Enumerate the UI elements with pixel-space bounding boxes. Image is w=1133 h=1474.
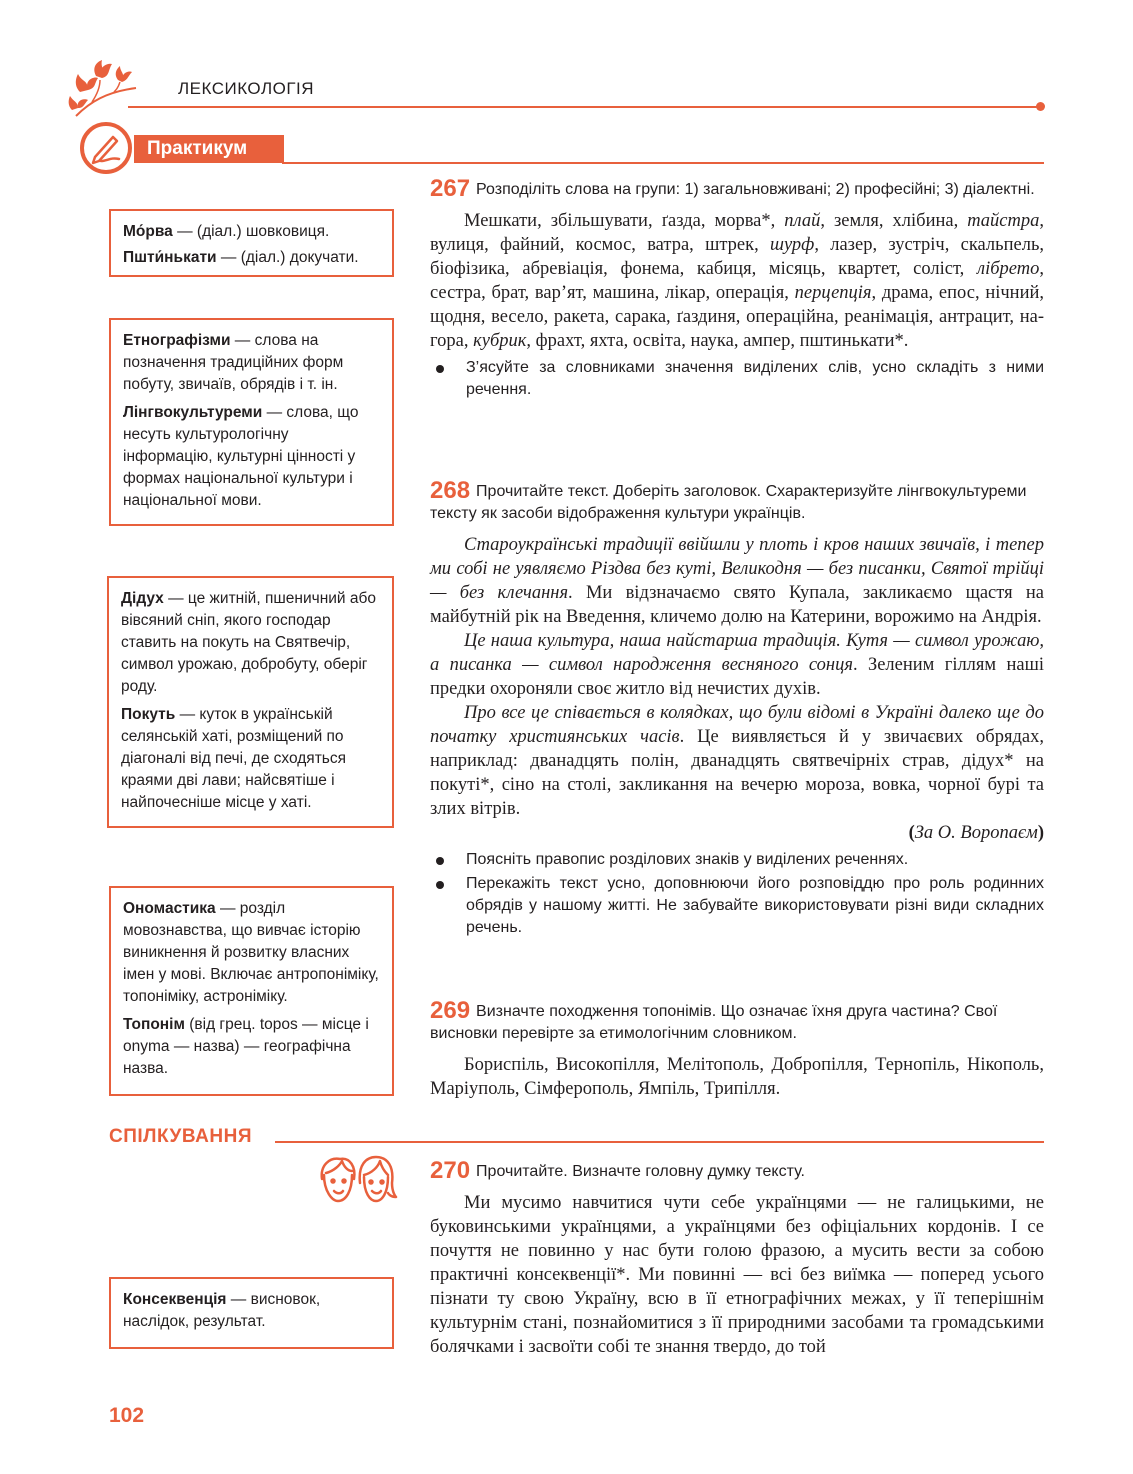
glossary-entry: Дідух — це житній, пшеничний або вівсяний сніп, якого господар ставить на покуть на Святвечір, символ урожаю, добробуту, оберіг роду. — [121, 590, 376, 695]
task-269-toponyms: Бориспіль, Високопілля, Мелітополь, Добропілля, Тернопіль, Нікополь, Маріуполь, Сімферополь, Ямпіль, Трипілля. — [430, 1055, 1044, 1099]
task-number: 268 — [430, 477, 471, 504]
glossary-box-4 — [109, 886, 394, 1096]
task-267-words: Мешкати, збільшувати, ґазда, морва*, плай, земля, хлібина, тайстра, вулиця, файний, космос, ватра, штрек, шурф, лазер, зустріч, скальпель, біофізика, абревіація, фонема, кабиця, місяць, квартет, соліст, лібрето, сестра, брат, вар’ят, машина, лікар, операція, перцепція, драма, епос, нічний, щодня, весело, ракета, сарака, ґаздиня, операційна, реанімація, антрацит, на-гора, кубрик, фрахт, яхта, освіта, наука, ампер, пштинькати*. — [430, 211, 1045, 351]
task-268-paragraph: Про все це співається в колядках, що були відомі в Україні далеко ще до початку християнських часів. Це виявляється й у звичаєвих обрядах, наприклад: дванадцять полін, дванадцять святвечірніх страв, дідух* на покуті*, сіно на столі, закликання на вечерю мороза, вовка, чорної бурі та злих вітрів. — [430, 703, 1044, 819]
task-270-text: Ми мусимо навчитися чути себе українцями — не галицькими, не буковинськими українцями, а українцями без офіціальних кордонів. І се почуття не повинно у нас бути голою фразою, а мусить вести за собою практичні консеквенції*. Ми повинні — всі без виїмка — поперед усього пізнати ту свою Україну, всю в її етнографічних межах, у її теперішнім культурнім стані, познайомитися з її природними засобами та громадськими болячками і засвоїти собі те знання твердо, до той — [430, 1193, 1044, 1357]
task-number: 267 — [430, 175, 471, 202]
glossary-entry: Топонім (від грец. topos — місце і onyma — назва) — географічна назва. — [123, 1016, 369, 1077]
practicum-rule — [282, 162, 1044, 164]
task-267 — [430, 175, 1045, 401]
list-item: Поясніть правопис розділових знаків у виділених реченнях. — [430, 849, 1044, 871]
glossary-box-3 — [107, 576, 394, 828]
section-title: ЛЕКСИКОЛОГІЯ — [178, 79, 315, 98]
task-268-bullets — [430, 849, 1044, 939]
glossary-entry: Лінгвокультуреми — слова, що несуть культурологічну інформацію, культурні цінності у формах національної культури і національної мови. — [123, 404, 359, 509]
glossary-entry: Мо́рва — (діал.) шовковиця. — [123, 223, 330, 240]
task-267-bullets — [430, 357, 1044, 401]
task-268-instruction: 268 Прочитайте текст. Доберіть заголовок. Схарактеризуйте лінгвокультуреми тексту як засоби відображення культури українців. — [430, 477, 1027, 522]
text-source: (За О. Воропаєм) — [908, 823, 1044, 843]
task-268-paragraph: Староукраїнські традиції ввійшли у плоть і кров наших звичаїв, і тепер ми собі не уявляємо Різдва без куті, Великодня — без писанки, Святої трійці — без клечання. Ми відзначаємо свято Купала, закликаємо щастя на майбутній рік на Введення, кличемо долю на Катерини, ворожимо на Андрія. — [430, 535, 1044, 627]
page-number: 102 — [109, 1404, 145, 1427]
glossary-box-1 — [109, 209, 394, 277]
list-item: Перекажіть текст усно, доповнюючи його розповіддю про роль родинних обрядів у нашому житті. Не забувайте використовувати різні види складних речень. — [430, 873, 1044, 939]
header-rule-dot — [1036, 102, 1045, 111]
glossary-entry: Пшти́нькати — (діал.) докучати. — [123, 249, 359, 266]
task-270-instruction: 270 Прочитайте. Визначте головну думку тексту. — [430, 1157, 805, 1184]
task-269-instruction: 269 Визначте походження топонімів. Що означає їхня друга частина? Свої висновки перевірте за етимологічним словником. — [430, 997, 998, 1042]
header-rule — [128, 106, 1040, 108]
glossary-box-5 — [109, 1277, 394, 1349]
glossary-entry: Етнографізми — слова на позначення традиційних форм побуту, звичаїв, обрядів і т. ін. — [123, 332, 344, 393]
two-faces-icon — [316, 1153, 398, 1205]
glossary-entry: Покуть — куток в українській селянській хаті, розміщений по діагоналі від печі, де сходяться краями дві лави; найсвятіше і найпочесніше місце у хаті. — [121, 706, 347, 811]
pencil-hand-icon — [79, 121, 133, 175]
glossary-entry: Консеквенція — висновок, наслідок, результат. — [123, 1291, 321, 1330]
task-267-instruction: 267 Розподіліть слова на групи: 1) загальновживані; 2) професійні; 3) діалектні. — [430, 175, 1035, 202]
flower-ornament-icon — [66, 58, 146, 118]
glossary-entry: Ономастика — розділ мовознавства, що вивчає історію виникнення й розвитку власних імен у мові. Включає антропоніміку, топоніміку, астроніміку. — [123, 900, 379, 1005]
list-item: З’ясуйте за словниками значення виділених слів, усно складіть з ними речення. — [430, 357, 1044, 401]
communication-heading: СПІЛКУВАННЯ — [109, 1126, 252, 1147]
task-268 — [430, 477, 1044, 939]
practicum-label: Практикум — [147, 138, 248, 159]
task-number: 269 — [430, 997, 471, 1024]
task-270 — [430, 1157, 1044, 1359]
task-268-paragraph: Це наша культура, наша найстарша традиція. Кутя — символ урожаю, а писанка — символ народження весняного сонця. Зеленим гіллям наші предки охороняли своє житло від нечистих духів. — [430, 631, 1044, 699]
glossary-box-2 — [109, 318, 394, 526]
task-269 — [430, 997, 1044, 1101]
communication-rule — [275, 1141, 1044, 1143]
task-number: 270 — [430, 1157, 471, 1184]
